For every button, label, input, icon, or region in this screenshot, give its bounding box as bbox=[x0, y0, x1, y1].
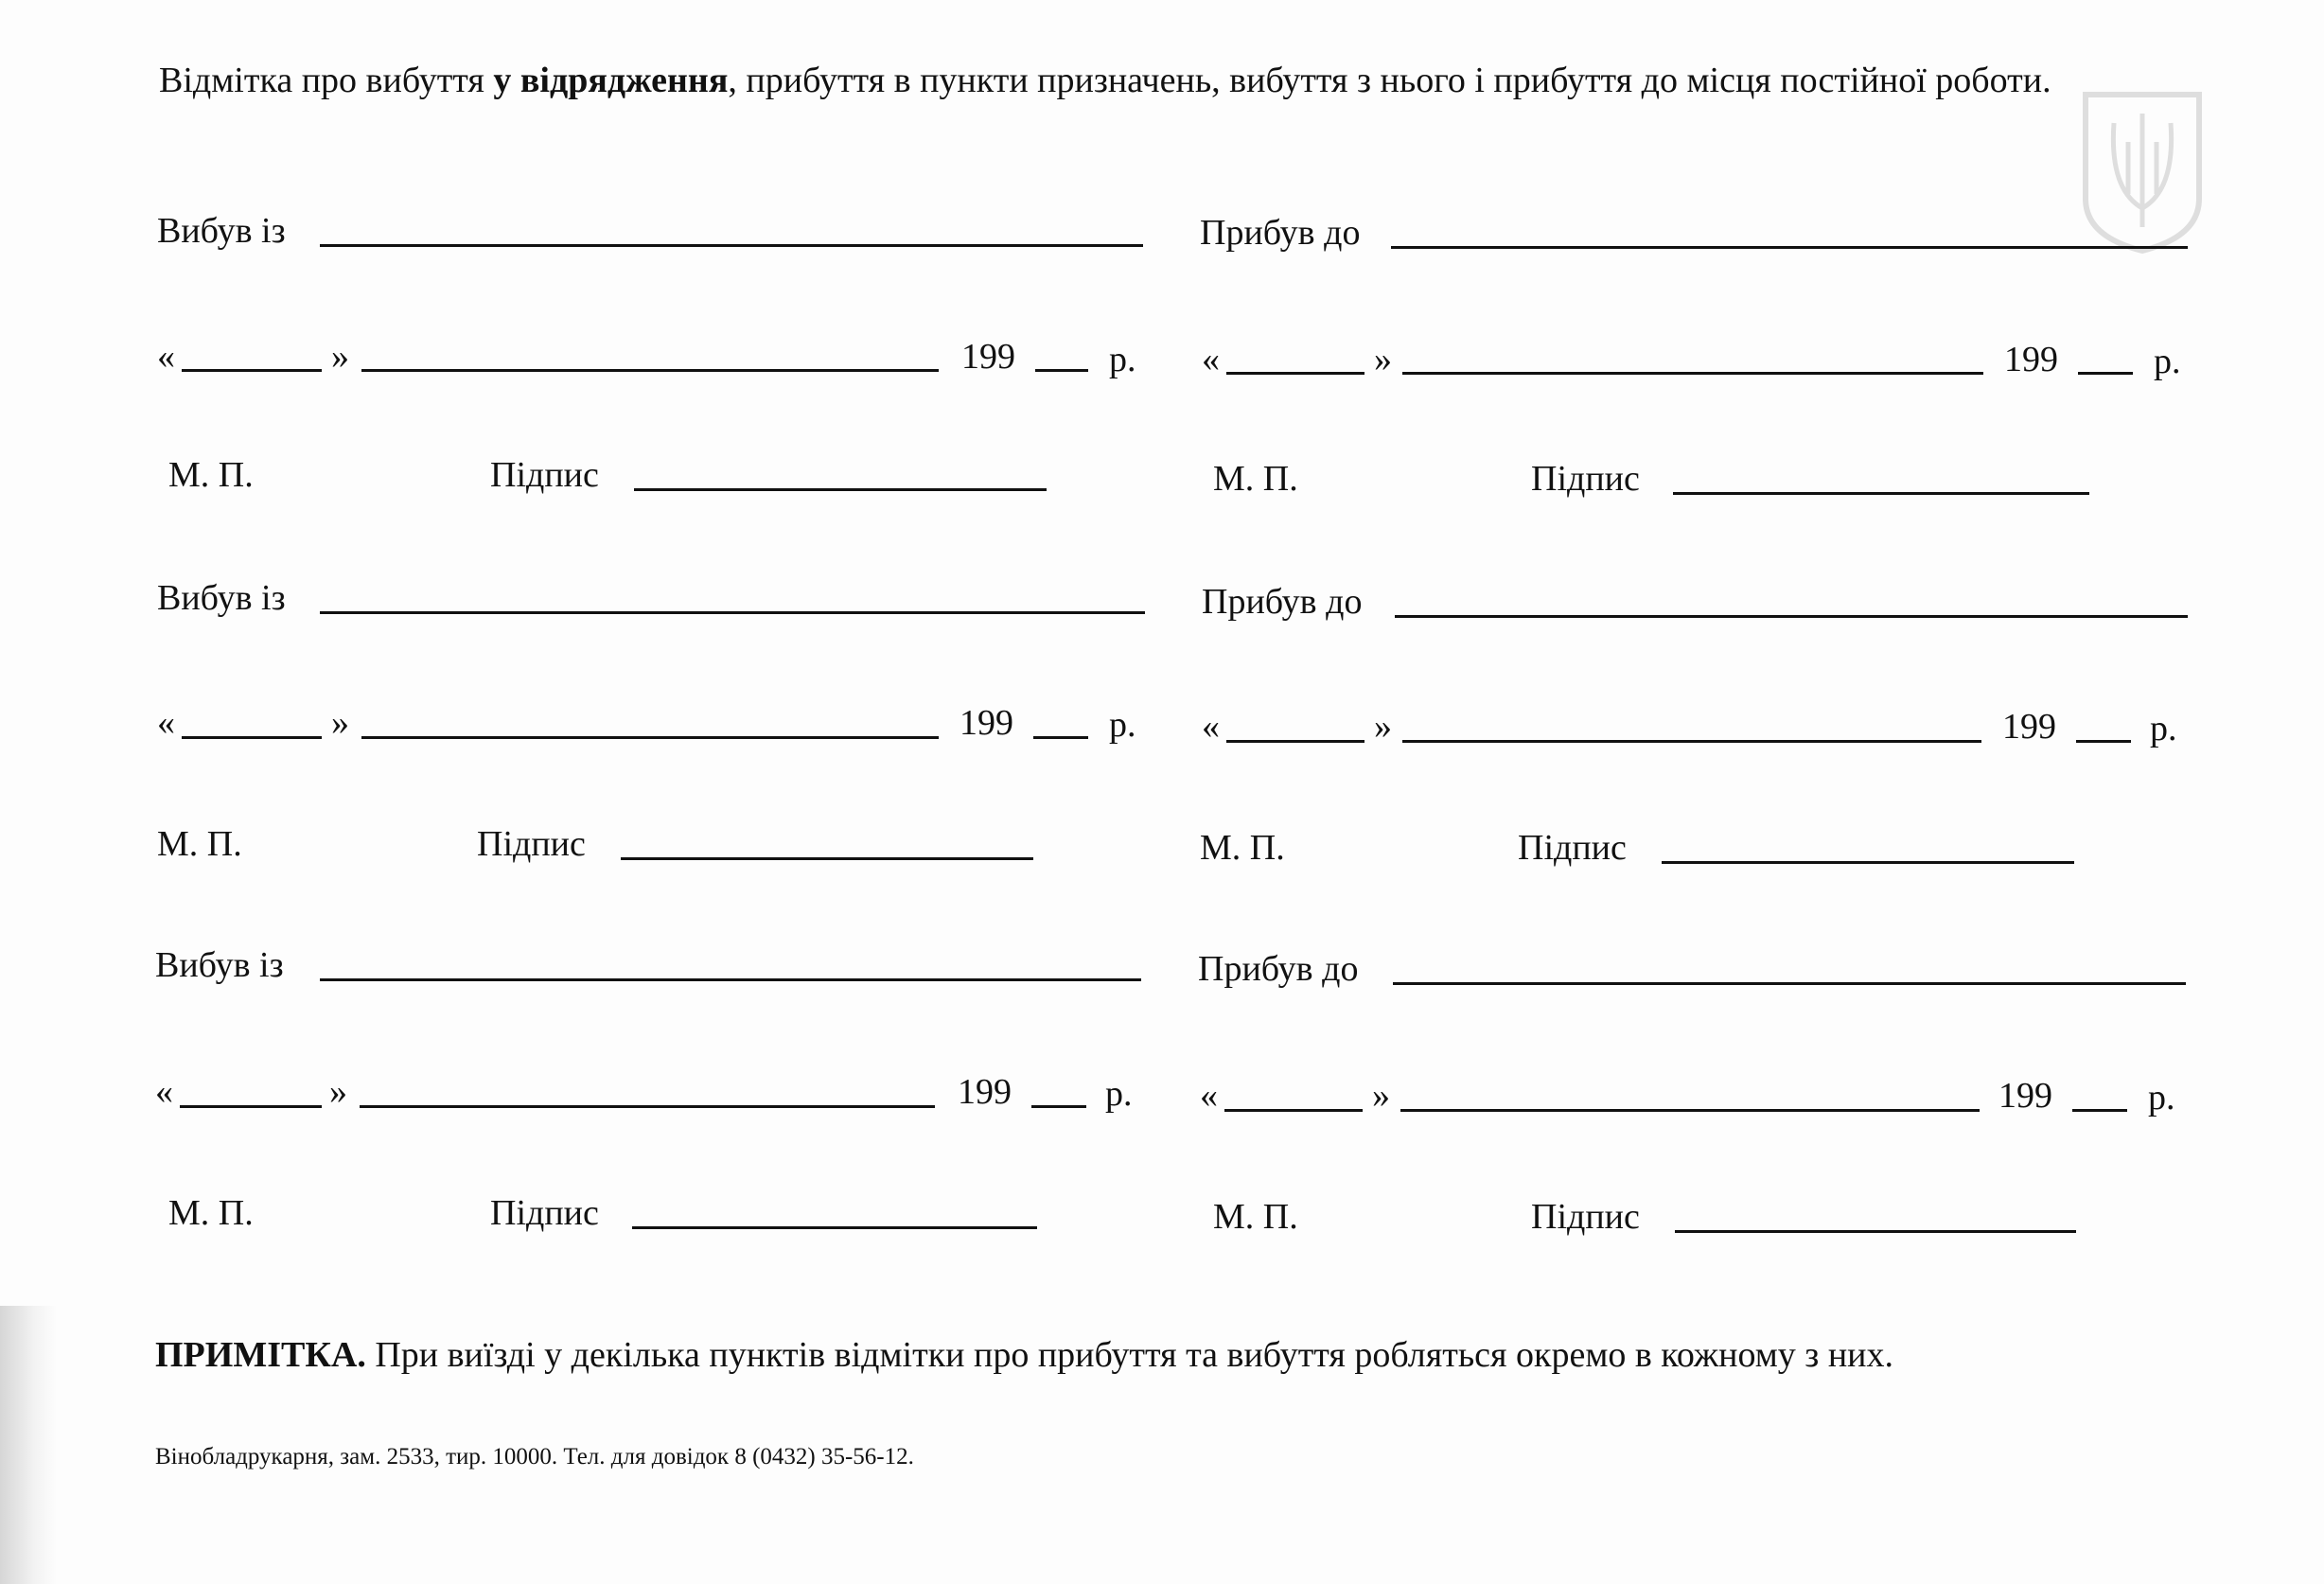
signature-label: Підпис bbox=[1531, 1197, 1640, 1237]
departed-from-field[interactable] bbox=[320, 978, 1141, 981]
arrival-day-field[interactable] bbox=[1224, 1109, 1363, 1112]
date-quote-open: « bbox=[1202, 707, 1220, 747]
year-suffix: р. bbox=[1109, 705, 1136, 745]
date-quote-close: » bbox=[1374, 707, 1392, 747]
intro-text-2: , прибуття в пункти призначень, вибуття з нього і прибуття до місця постійної роботи. bbox=[728, 61, 2051, 100]
date-quote-close: » bbox=[1374, 340, 1392, 379]
arrived-to-label: Прибув до bbox=[1202, 582, 1363, 622]
year-prefix: 199 bbox=[2002, 707, 2056, 747]
arrived-to-field[interactable] bbox=[1395, 615, 2188, 618]
arrival-month-field[interactable] bbox=[1402, 740, 1981, 743]
departed-from-field[interactable] bbox=[320, 611, 1145, 614]
date-quote-open: « bbox=[157, 703, 175, 743]
arrival-year-field[interactable] bbox=[2072, 1109, 2127, 1112]
departed-from-label: Вибув із bbox=[155, 945, 284, 985]
footnote-text: При виїзді у декілька пунктів відмітки про прибуття та вибуття робляться окремо в кожному з них. bbox=[365, 1335, 1893, 1375]
year-suffix: р. bbox=[2154, 342, 2181, 381]
intro-text-1: Відмітка про вибуття bbox=[159, 61, 494, 100]
signature-field[interactable] bbox=[1673, 492, 2089, 495]
signature-label: Підпис bbox=[1531, 459, 1640, 499]
year-prefix: 199 bbox=[1998, 1076, 2052, 1116]
year-prefix: 199 bbox=[960, 703, 1013, 743]
departure-year-field[interactable] bbox=[1031, 1105, 1086, 1108]
signature-label: Підпис bbox=[1518, 828, 1627, 868]
paper-edge-shadow bbox=[0, 1306, 57, 1584]
footnote bbox=[155, 1334, 1893, 1376]
date-quote-close: » bbox=[329, 1072, 347, 1112]
year-suffix: р. bbox=[1105, 1074, 1133, 1114]
footnote-heading: ПРИМІТКА. bbox=[155, 1335, 366, 1375]
arrived-to-field[interactable] bbox=[1391, 246, 2188, 249]
departed-from-field[interactable] bbox=[320, 244, 1143, 247]
arrival-day-field[interactable] bbox=[1226, 740, 1364, 743]
stamp-place-label: М. П. bbox=[168, 455, 254, 495]
stamp-place-label: М. П. bbox=[157, 824, 242, 864]
signature-field[interactable] bbox=[634, 488, 1047, 491]
date-quote-open: « bbox=[1202, 340, 1220, 379]
intro-text-bold: у відрядження bbox=[493, 61, 729, 100]
arrival-month-field[interactable] bbox=[1402, 372, 1983, 375]
intro-paragraph bbox=[159, 57, 2193, 104]
signature-field[interactable] bbox=[1662, 861, 2074, 864]
departure-month-field[interactable] bbox=[361, 736, 939, 739]
arrival-day-field[interactable] bbox=[1226, 372, 1364, 375]
year-suffix: р. bbox=[2148, 1078, 2175, 1118]
date-quote-close: » bbox=[331, 703, 349, 743]
signature-label: Підпис bbox=[477, 824, 586, 864]
year-prefix: 199 bbox=[961, 337, 1015, 377]
signature-field[interactable] bbox=[621, 857, 1033, 860]
year-prefix: 199 bbox=[958, 1072, 1012, 1112]
date-quote-open: « bbox=[155, 1072, 173, 1112]
departed-from-label: Вибув із bbox=[157, 578, 286, 618]
departure-month-field[interactable] bbox=[360, 1105, 935, 1108]
arrival-year-field[interactable] bbox=[2078, 372, 2133, 375]
signature-field[interactable] bbox=[1675, 1230, 2076, 1233]
date-quote-open: « bbox=[1200, 1076, 1218, 1116]
stamp-place-label: М. П. bbox=[1213, 1197, 1298, 1237]
trident-emblem-icon bbox=[2067, 85, 2218, 255]
stamp-place-label: М. П. bbox=[1200, 828, 1285, 868]
year-suffix: р. bbox=[1109, 340, 1136, 379]
date-quote-close: » bbox=[1372, 1076, 1390, 1116]
stamp-place-label: М. П. bbox=[1213, 459, 1298, 499]
arrived-to-label: Прибув до bbox=[1198, 949, 1359, 989]
arrived-to-label: Прибув до bbox=[1200, 213, 1361, 253]
departed-from-label: Вибув із bbox=[157, 211, 286, 251]
printer-imprint: Вінобладрукарня, зам. 2533, тир. 10000. Тел. для довідок 8 (0432) 35-56-12. bbox=[155, 1444, 914, 1470]
departure-year-field[interactable] bbox=[1033, 736, 1088, 739]
signature-label: Підпис bbox=[490, 455, 599, 495]
date-quote-close: » bbox=[331, 337, 349, 377]
departure-year-field[interactable] bbox=[1035, 369, 1088, 372]
arrived-to-field[interactable] bbox=[1393, 982, 2186, 985]
year-prefix: 199 bbox=[2004, 340, 2058, 379]
departure-day-field[interactable] bbox=[180, 1105, 322, 1108]
arrival-month-field[interactable] bbox=[1400, 1109, 1980, 1112]
arrival-year-field[interactable] bbox=[2076, 740, 2131, 743]
departure-day-field[interactable] bbox=[182, 369, 322, 372]
departure-day-field[interactable] bbox=[182, 736, 322, 739]
year-suffix: р. bbox=[2150, 709, 2177, 748]
date-quote-open: « bbox=[157, 337, 175, 377]
departure-month-field[interactable] bbox=[361, 369, 939, 372]
signature-label: Підпис bbox=[490, 1193, 599, 1233]
signature-field[interactable] bbox=[632, 1226, 1037, 1229]
stamp-place-label: М. П. bbox=[168, 1193, 254, 1233]
